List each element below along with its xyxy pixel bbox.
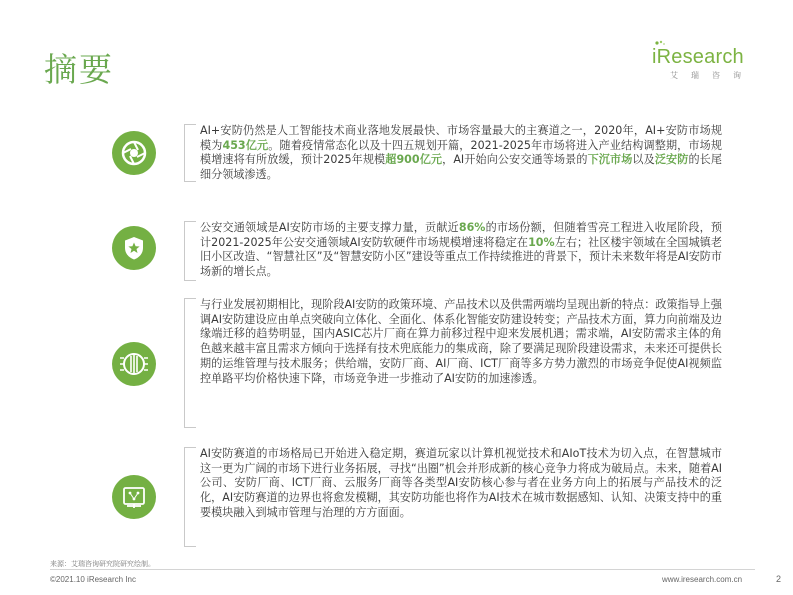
network-board-icon <box>112 475 156 519</box>
paragraph-text: 的市场份额，但随着雪亮工程进入收尾阶段，预计2021-2025年公安交通领域AI安防软硬件市场规模增速将稳定在 <box>200 221 722 249</box>
aperture-icon <box>112 131 156 175</box>
paragraph-text: ，AI开始向公安交通等场景的 <box>442 153 588 167</box>
iresearch-logo <box>652 40 752 80</box>
police-badge-icon <box>112 226 156 270</box>
highlight-text: 下沉市场 <box>587 153 633 167</box>
paragraph-text: AI+安防仍然是人工智能技术商业落地发展最快、市场容量最大的主赛道之一，2020年，AI+安防市场规模为 <box>200 124 722 152</box>
summary-paragraph-3 <box>200 298 722 386</box>
summary-paragraph-2 <box>200 221 722 280</box>
highlight-text: 超900亿元 <box>385 153 443 167</box>
highlight-text: 泛安防 <box>654 153 689 167</box>
footer-divider <box>50 569 755 570</box>
block-bracket <box>184 447 196 547</box>
paragraph-text: 的长尾细分领域渗透。 <box>200 153 722 182</box>
block-bracket <box>184 124 196 182</box>
summary-paragraph-4 <box>200 447 722 521</box>
page-title: 摘要 <box>44 50 114 89</box>
page-number: 2 <box>776 574 782 584</box>
website-link[interactable]: www.iresearch.com.cn <box>662 575 743 584</box>
highlight-text: 453亿元 <box>222 138 269 152</box>
chip-icon <box>112 342 156 386</box>
highlight-text: 86% <box>458 221 486 234</box>
paragraph-text: 与行业发展初期相比，现阶段AI安防的政策环境、产品技术以及供需两端均呈现出新的特点：政策指导上强调AI安防建设应由单点突破向立体化、全面化、体系化智能安防建设转变；产品技术方面，算力向前端及边缘端迁移的趋势明显，国内ASIC芯片厂商在算力前移过程中迎来发展机遇；需求端，AI安防需求主体的角色越来越丰富且需求方倾向于选择有技术兜底能力的集成商，除了要满足现阶段建设需求，未来还可提供长期的运维管理与技术服务；供给端，安防厂商、AI厂商、ICT厂商等多方势力激烈的市场竞争促使AI视频监控单路平均价格快速下降，市场竞争进一步推动了AI安防的加速渗透。 <box>200 298 722 385</box>
paragraph-text: 左右；社区楼宇领域在全国城镇老旧小区改造、“智慧社区”及“智慧安防小区”建设等重点工作持续推进的背景下，预计未来数年将是AI安防市场新的增长点。 <box>200 235 722 279</box>
block-bracket <box>184 221 196 281</box>
summary-paragraph-1 <box>200 124 722 183</box>
paragraph-text: 。随着疫情常态化以及十四五规划开篇，2021-2025年市场将进入产业结构调整期，市场规模增速将有所放缓，预计2025年规模 <box>200 138 722 167</box>
paragraph-text: 公安交通领域是AI安防市场的主要支撑力量，贡献近 <box>200 221 459 234</box>
logo-wordmark: iResearch <box>652 46 744 68</box>
copyright: ©2021.10 iResearch Inc <box>50 575 136 584</box>
highlight-text: 10% <box>528 235 555 249</box>
source-note: 来源：艾瑞咨询研究院研究绘制。 <box>50 560 155 568</box>
block-bracket <box>184 298 196 428</box>
paragraph-text: 以及 <box>632 153 655 167</box>
logo-subtitle: 艾瑞咨询 <box>670 71 754 80</box>
paragraph-text: AI安防赛道的市场格局已开始进入稳定期，赛道玩家以计算机视觉技术和AIoT技术为切入点，在智慧城市这一更为广阔的市场下进行业务拓展，寻找“出圈”机会并形成新的核心竞争力将成为破局点。未来，随着AI公司、安防厂商、ICT厂商、云服务厂商等各类型AI安防核心参与者在业务方向上的拓展与产品技术的泛化，AI安防赛道的边界也将愈发模糊，其安防功能也将作为AI技术在城市数据感知、认知、决策支持中的重要模块融入到城市管理与治理的方方面面。 <box>200 447 722 519</box>
